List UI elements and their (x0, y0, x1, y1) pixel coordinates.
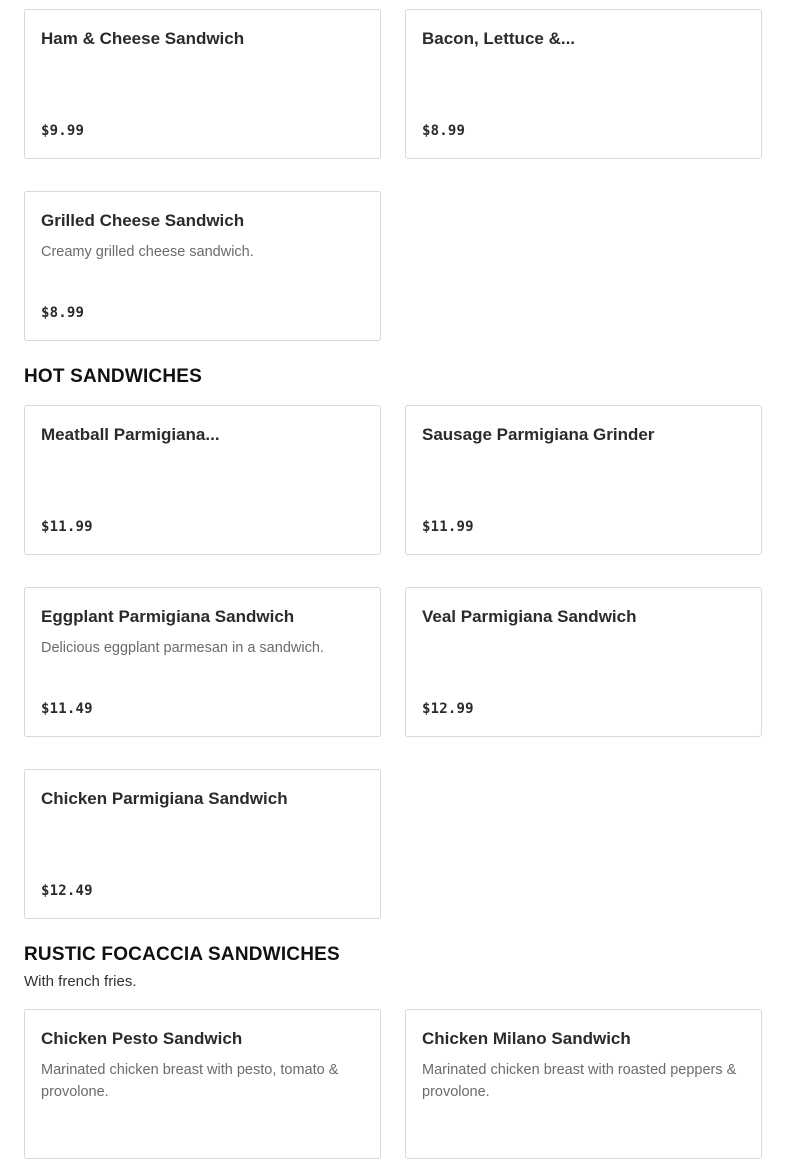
menu-item-card[interactable] (24, 769, 381, 919)
menu-item-name: Grilled Cheese Sandwich (41, 211, 245, 230)
menu-item-card[interactable] (24, 1009, 381, 1159)
menu-item-description: Marinated chicken breast with roasted peppers & provolone. (422, 1062, 737, 1100)
menu-item-card[interactable] (405, 587, 762, 737)
menu-item-name: Chicken Milano Sandwich (422, 1029, 631, 1048)
menu-item-price: $12.49 (41, 883, 93, 899)
menu-item-price: $11.99 (422, 519, 474, 535)
menu-item-name: Eggplant Parmigiana Sandwich (41, 607, 295, 626)
menu-item-card[interactable] (24, 587, 381, 737)
menu-item-name: Bacon, Lettuce &... (422, 29, 576, 48)
menu-item-description: Marinated chicken breast with pesto, tomato & provolone. (41, 1062, 339, 1100)
menu-item-name: Veal Parmigiana Sandwich (422, 607, 637, 626)
menu-item-name: Chicken Pesto Sandwich (41, 1029, 243, 1048)
menu-item-price: $11.99 (41, 519, 93, 535)
menu-item-name: Chicken Parmigiana Sandwich (41, 789, 288, 808)
menu-item-name: Sausage Parmigiana Grinder (422, 425, 655, 444)
menu-item-price: $12.99 (422, 701, 474, 717)
menu-item-description: Delicious eggplant parmesan in a sandwich. (41, 640, 324, 656)
menu-item-name: Meatball Parmigiana... (41, 425, 220, 444)
menu-item-price: $8.99 (41, 305, 85, 321)
menu-item-card[interactable] (405, 9, 762, 159)
menu-item-card[interactable] (24, 405, 381, 555)
section-title-rustic-focaccia: RUSTIC FOCACCIA SANDWICHES (24, 944, 340, 965)
menu-item-price: $11.49 (41, 701, 93, 717)
section-title-hot-sandwiches: HOT SANDWICHES (24, 366, 203, 387)
menu-item-card[interactable] (24, 9, 381, 159)
menu-item-card[interactable] (405, 1009, 762, 1159)
menu-item-card[interactable] (24, 191, 381, 341)
menu-item-card[interactable] (405, 405, 762, 555)
menu-item-price: $8.99 (422, 123, 466, 139)
section-subtitle: With french fries. (24, 973, 137, 990)
menu-item-description: Creamy grilled cheese sandwich. (41, 244, 254, 260)
menu-item-name: Ham & Cheese Sandwich (41, 29, 245, 48)
menu-item-price: $9.99 (41, 123, 85, 139)
